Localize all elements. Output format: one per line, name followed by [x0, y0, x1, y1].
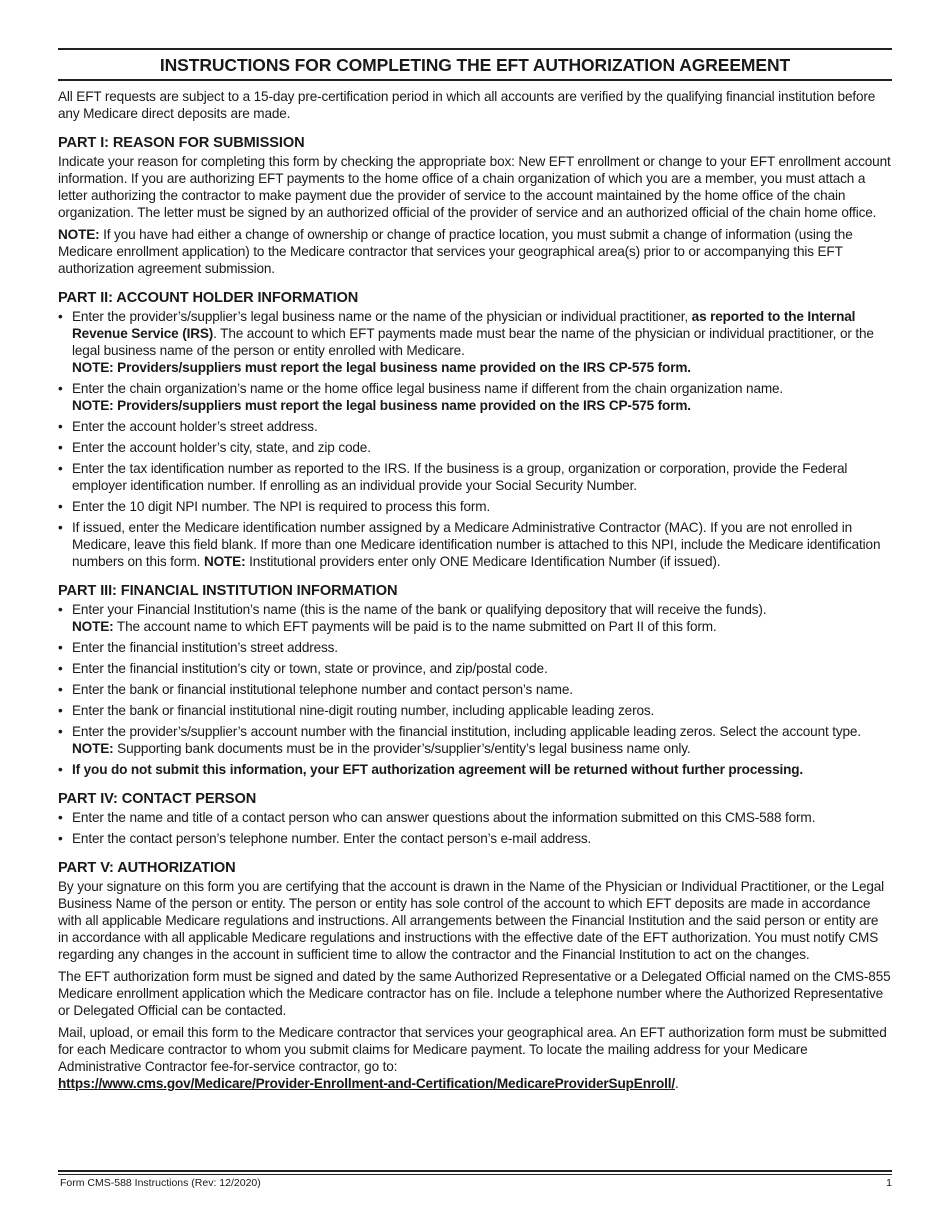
paragraph-text: Mail, upload, or email this form to the Medicare contractor that services your geographical area. An EFT authorization form must be submitted for each Medicare contractor to whom you submit claims for Medicare payment. To locate the mailing address for your Medicare Administrative Contractor fee-for-service contractor, go to: [58, 1025, 887, 1074]
bullet-icon: • [58, 440, 63, 455]
note-label: NOTE: [58, 227, 100, 242]
link-suffix: . [675, 1076, 679, 1091]
part-1-note [58, 226, 892, 277]
item-text: Enter the name and title of a contact person who can answer questions about the information submitted on this CMS-588 form. [72, 810, 816, 825]
part-3-section [58, 582, 892, 778]
item-text: Enter the chain organization’s name or the home office legal business name if different from the chain organization name. [72, 381, 784, 396]
part-2-list [58, 308, 892, 570]
part-2-heading: PART II: ACCOUNT HOLDER INFORMATION [58, 290, 359, 306]
part-5-paragraph-3 [58, 1024, 892, 1092]
item-text: Enter the contact person’s telephone number. Enter the contact person’s e-mail address. [72, 831, 592, 846]
item-bold: NOTE: [203, 554, 246, 569]
item-text: Institutional providers enter only ONE Medicare Identification Number (if issued). [245, 554, 721, 569]
item-text: . The account to which EFT payments made must bear the name of the physician or individual practitioner, or the legal business name of the person or entity enrolled with Medicare. [72, 326, 874, 358]
document-page [58, 48, 892, 1097]
list-item [58, 498, 892, 515]
bullet-icon: • [58, 831, 63, 846]
part-3-list [58, 601, 892, 778]
list-item [58, 830, 892, 847]
part-1-section [58, 134, 892, 277]
bullet-icon: • [58, 309, 63, 324]
page-footer [60, 1177, 892, 1189]
list-item [58, 380, 892, 414]
item-note: NOTE: Providers/suppliers must report the legal business name provided on the IRS CP-575 form. [72, 398, 691, 413]
part-4-section [58, 790, 892, 847]
list-item [58, 519, 892, 570]
bullet-icon: • [58, 661, 63, 676]
part-1-heading: PART I: REASON FOR SUBMISSION [58, 135, 305, 151]
item-text: Enter the account holder’s city, state, and zip code. [72, 440, 371, 455]
part-5-paragraph-1: By your signature on this form you are certifying that the account is drawn in the Name of the Physician or Individual Practitioner, or the Legal Business Name of the person or entity. The person or entity has sole control of the account to which EFT deposits are made in accordance with all applicable Medicare regulations and instructions. All arrangements between the Financial Institution and the said person or entity are in accordance with all applicable Medicare regulations and instructions with the effective date of the EFT authorization. You must notify CMS regarding any changes in the account in sufficient time to allow the contractor and the Financial Institution to act on the changes. [58, 879, 885, 962]
item-text: Enter the provider’s/supplier’s account number with the financial institution, including applicable leading zeros. Select the account type. [72, 724, 861, 739]
item-text: Enter the tax identification number as reported to the IRS. If the business is a group, organization or corporation, provide the Federal employer identification number. If enrolling as an individual provide your Social Security Number. [72, 461, 848, 493]
item-text: Enter the account holder’s street address. [72, 419, 318, 434]
list-item [58, 702, 892, 719]
item-text: Enter your Financial Institution’s name (this is the name of the bank or qualifying depository that will receive the funds). [72, 602, 767, 617]
part-3-heading: PART III: FINANCIAL INSTITUTION INFORMATION [58, 583, 398, 599]
item-text: Enter the bank or financial institutional telephone number and contact person’s name. [72, 682, 573, 697]
list-item [58, 439, 892, 456]
bullet-icon: • [58, 602, 63, 617]
item-text: Enter the provider’s/supplier’s legal business name or the name of the physician or individual practitioner, [72, 309, 692, 324]
bullet-icon: • [58, 640, 63, 655]
part-5-heading: PART V: AUTHORIZATION [58, 860, 236, 876]
bullet-icon: • [58, 381, 63, 396]
bullet-icon: • [58, 499, 63, 514]
item-note: The account name to which EFT payments will be paid is to the name submitted on Part II of this form. [113, 619, 717, 634]
item-text: Enter the financial institution’s street address. [72, 640, 338, 655]
bullet-icon: • [58, 810, 63, 825]
item-text: Enter the bank or financial institutional nine-digit routing number, including applicable leading zeros. [72, 703, 655, 718]
page-number: 1 [886, 1177, 892, 1189]
list-item [58, 639, 892, 656]
intro-paragraph: All EFT requests are subject to a 15-day pre-certification period in which all accounts are verified by the qualifying financial institution before any Medicare direct deposits are made. [58, 89, 876, 121]
bullet-icon: • [58, 419, 63, 434]
cms-enrollment-link[interactable]: https://www.cms.gov/Medicare/Provider-Enrollment-and-Certification/MedicareProviderSupEnroll/ [58, 1076, 676, 1091]
bullet-icon: • [58, 461, 63, 476]
list-item [58, 660, 892, 677]
page-title: INSTRUCTIONS FOR COMPLETING THE EFT AUTHORIZATION AGREEMENT [159, 55, 791, 75]
item-text: Enter the financial institution’s city or town, state or province, and zip/postal code. [72, 661, 548, 676]
list-item [58, 418, 892, 435]
list-item [58, 681, 892, 698]
list-item [58, 308, 892, 376]
list-item [58, 460, 892, 494]
title-rule [58, 79, 892, 81]
form-revision-label: Form CMS-588 Instructions (Rev: 12/2020) [60, 1177, 261, 1189]
list-item [58, 761, 892, 778]
item-text: If issued, enter the Medicare identification number assigned by a Medicare Administrative Contractor (MAC). If you are not enrolled in Medicare, leave this field blank. If more than one Medicare identification number is attached to this NPI, include the Medicare identification numbers on this form. [72, 520, 881, 569]
note-label: NOTE: [72, 619, 114, 634]
list-item [58, 723, 892, 757]
item-warning: If you do not submit this information, your EFT authorization agreement will be returned without further processing. [72, 762, 804, 777]
part-2-section [58, 289, 892, 570]
list-item [58, 809, 892, 826]
bullet-icon: • [58, 762, 63, 777]
part-4-list [58, 809, 892, 847]
part-4-heading: PART IV: CONTACT PERSON [58, 791, 257, 807]
bullet-icon: • [58, 520, 63, 535]
item-text: Enter the 10 digit NPI number. The NPI is required to process this form. [72, 499, 491, 514]
bullet-icon: • [58, 703, 63, 718]
bullet-icon: • [58, 724, 63, 739]
note-text: If you have had either a change of ownership or change of practice location, you must submit a change of information (using the Medicare enrollment application) to the Medicare contractor that services your geographical area(s) prior to or accompanying this EFT authorization agreement submission. [58, 227, 853, 276]
item-bold: as reported to the Internal Revenue Service (IRS) [72, 309, 856, 341]
part-5-paragraph-2: The EFT authorization form must be signed and dated by the same Authorized Representative or a Delegated Official named on the CMS-855 Medicare enrollment application which the Medicare contractor has on file. Include a telephone number where the Authorized Representative or Delegated Official can be contacted. [58, 969, 891, 1018]
bullet-icon: • [58, 682, 63, 697]
footer-rule [58, 1170, 892, 1175]
item-note: Supporting bank documents must be in the provider’s/supplier’s/entity’s legal business name only. [113, 741, 691, 756]
item-note: NOTE: Providers/suppliers must report the legal business name provided on the IRS CP-575 form. [72, 360, 691, 375]
note-label: NOTE: [72, 741, 114, 756]
list-item [58, 601, 892, 635]
part-5-section [58, 859, 892, 1092]
part-1-body: Indicate your reason for completing this form by checking the appropriate box: New EFT enrollment or change to your EFT enrollment account information. If you are authorizing EFT payments to the home office of a chain organization of which you are a member, you must attach a letter authorizing the contractor to make payment due the provider of service to the account maintained by the home office of the chain organization. The letter must be signed by an authorized official of the provider of service and an authorized official of the chain home office. [58, 154, 891, 220]
